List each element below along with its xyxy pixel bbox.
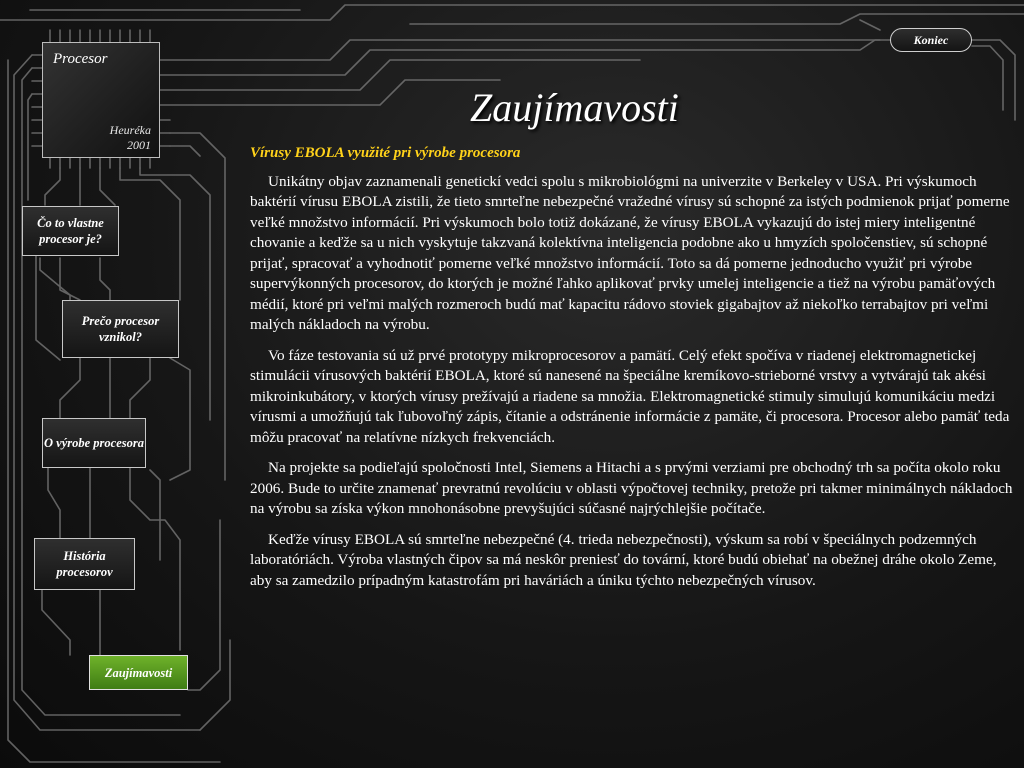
processor-chip-logo [42,42,160,158]
paragraph-4: Keďže vírusy EBOLA sú smrteľne nebezpečné (4. trieda nebezpečnosti), výskum sa robí v špeciálnych podzemných laboratóriách. Výroba vlastných čipov sa má neskôr preniesť do tovární, ktoré budú obiehať na obežnej dráhe okolo Zeme, aby sa zamedzilo prípadným katastrofám pri haváriách a úniku týchto nebezpečných vírusov. [250,530,997,589]
chip-subtitle-line2: 2001 [127,138,151,152]
paragraph-2: Vo fáze testovania sú už prvé prototypy mikroprocesorov a pamätí. Celý efekt spočíva v riadenej elektromagnetickej stimulácii vírusových baktérií EBOLA, ktoré sú nanesené na špeciálne kremíkovo-strieborné vrstvy a vytvárajú tak akési mikroinkubátory, v ktorých vírusy prežívajú a riadene sa množia. Elektromagnetické stimuly simulujú komunikáciu medzi vírusmi a umožňujú tak ľubovoľný zápis, čítanie a odstránenie informácie z pamäte, či procesora. Procesor alebo pamäť teda môžu pracovať na relatívne nízkych frekvenciách. [250,346,1010,446]
nav-button-co-to-vlastne[interactable]: Čo to vlastne procesor je? [22,206,119,256]
page-title: Zaujímavosti [470,85,679,130]
exit-button[interactable]: Koniec [890,28,972,52]
nav-button-preco-vznikol[interactable]: Prečo procesor vznikol? [62,300,179,358]
paragraph-3: Na projekte sa podieľajú spoločnosti Intel, Siemens a Hitachi a s prvými verziami pre obchodný trh sa počíta okolo roku 2006. Bude to určite znamenať prevratnú revolúciu v oblasti výpočtovej techniky, pretože pri takmer minimálnych nákladoch na výrobu sa získa výkon mnohonásobne prevyšujúci súčasné najrýchlejšie počítače. [250,459,1013,517]
nav-button-historia[interactable]: História procesorov [34,538,135,590]
chip-subtitle [110,123,151,153]
article-subtitle: Vírusy EBOLA využité pri výrobe procesora [250,145,521,161]
chip-subtitle-line1: Heuréka [109,123,151,137]
chip-title: Procesor [53,51,108,67]
nav-button-o-vyrobe[interactable]: O výrobe procesora [42,418,146,468]
paragraph-1: Unikátny objav zaznamenali genetickí vedci spolu s mikrobiológmi na univerzite v Berkeley v USA. Pri výskumoch baktérií vírusu EBOLA zistili, že tieto smrteľne nebezpečné vražedné vírusy sú schopné za istých podmienok prijať pomerne veľké množstvo informácií. Pri výskumoch bolo totiž dokázané, že vírusy EBOLA vykazujú do istej miery inteligentné chovanie a keďže sa u nich vyskytuje takzvaná kolektívna inteligencia podobne ako u hmyzích spoločenstiev, sú schopné prijať, spracovať a vyhodnotiť pomerne veľké množstvo informácií. Toto sa dá pomerne jednoducho využiť pri výrobe supervýkonných procesorov, do ktorých je možné ľahko aplikovať prvky umelej inteligencie a tiež na výrobu pamäťových médií, ktoré pri veľmi malých rozmeroch budú mať kapacitu rádovo stoviek gigabajtov až niekoľko terrabajtov pri veľmi malých nákladoch na výrobu. [250,172,1010,333]
article-content [250,143,1018,601]
nav-button-zaujimavosti[interactable]: Zaujímavosti [89,655,188,690]
